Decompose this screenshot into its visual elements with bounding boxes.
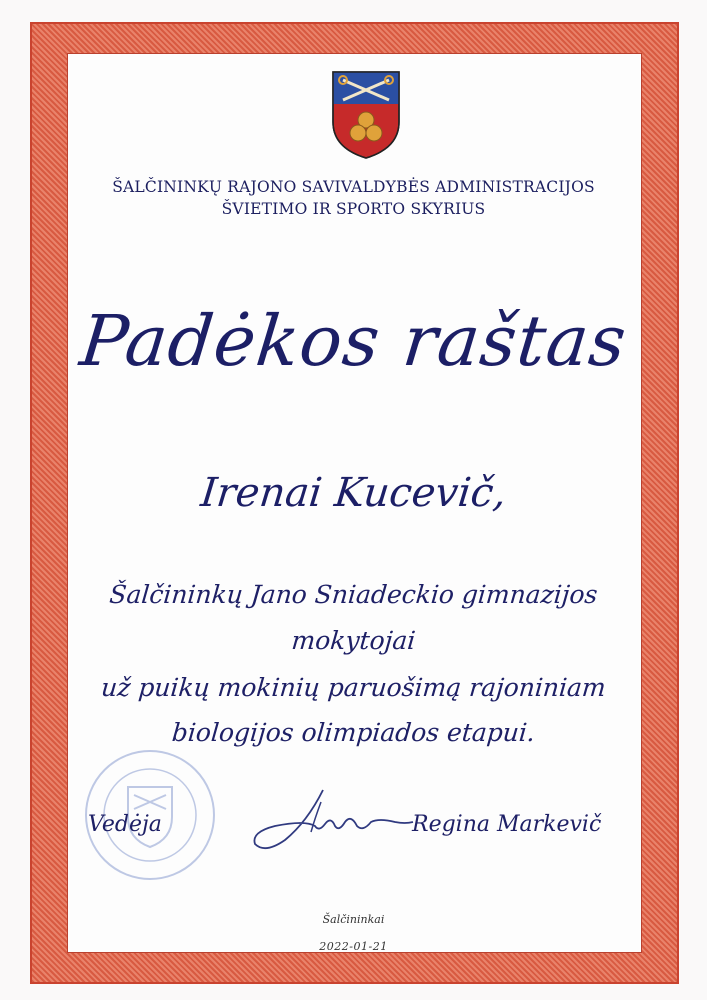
body-line-3: už puikų mokinių paruošimą rajoniniam <box>100 673 607 702</box>
body-line-2: mokytojai <box>290 626 417 655</box>
certificate-title: Padėkos raštas <box>76 300 631 382</box>
handwritten-signature <box>245 782 415 862</box>
signatory-role: Vedėja <box>88 812 162 837</box>
body-line-1: Šalčininkų Jano Sniadeckio gimnazijos <box>108 580 599 609</box>
issuer-line-1: ŠALČININKŲ RAJONO SAVIVALDYBĖS ADMINISTRACIJOS <box>112 178 595 196</box>
issuer-line-2: ŠVIETIMO IR SPORTO SKYRIUS <box>221 200 486 218</box>
recipient-name: Irenai Kucevič, <box>198 470 509 516</box>
issue-date: 2022-01-21 <box>319 940 388 953</box>
coat-of-arms-icon <box>331 70 401 160</box>
signatory-name: Regina Markevič <box>412 812 602 837</box>
body-line-4: biologijos olimpiados etapui. <box>170 718 537 747</box>
issue-place: Šalčininkai <box>322 913 385 926</box>
